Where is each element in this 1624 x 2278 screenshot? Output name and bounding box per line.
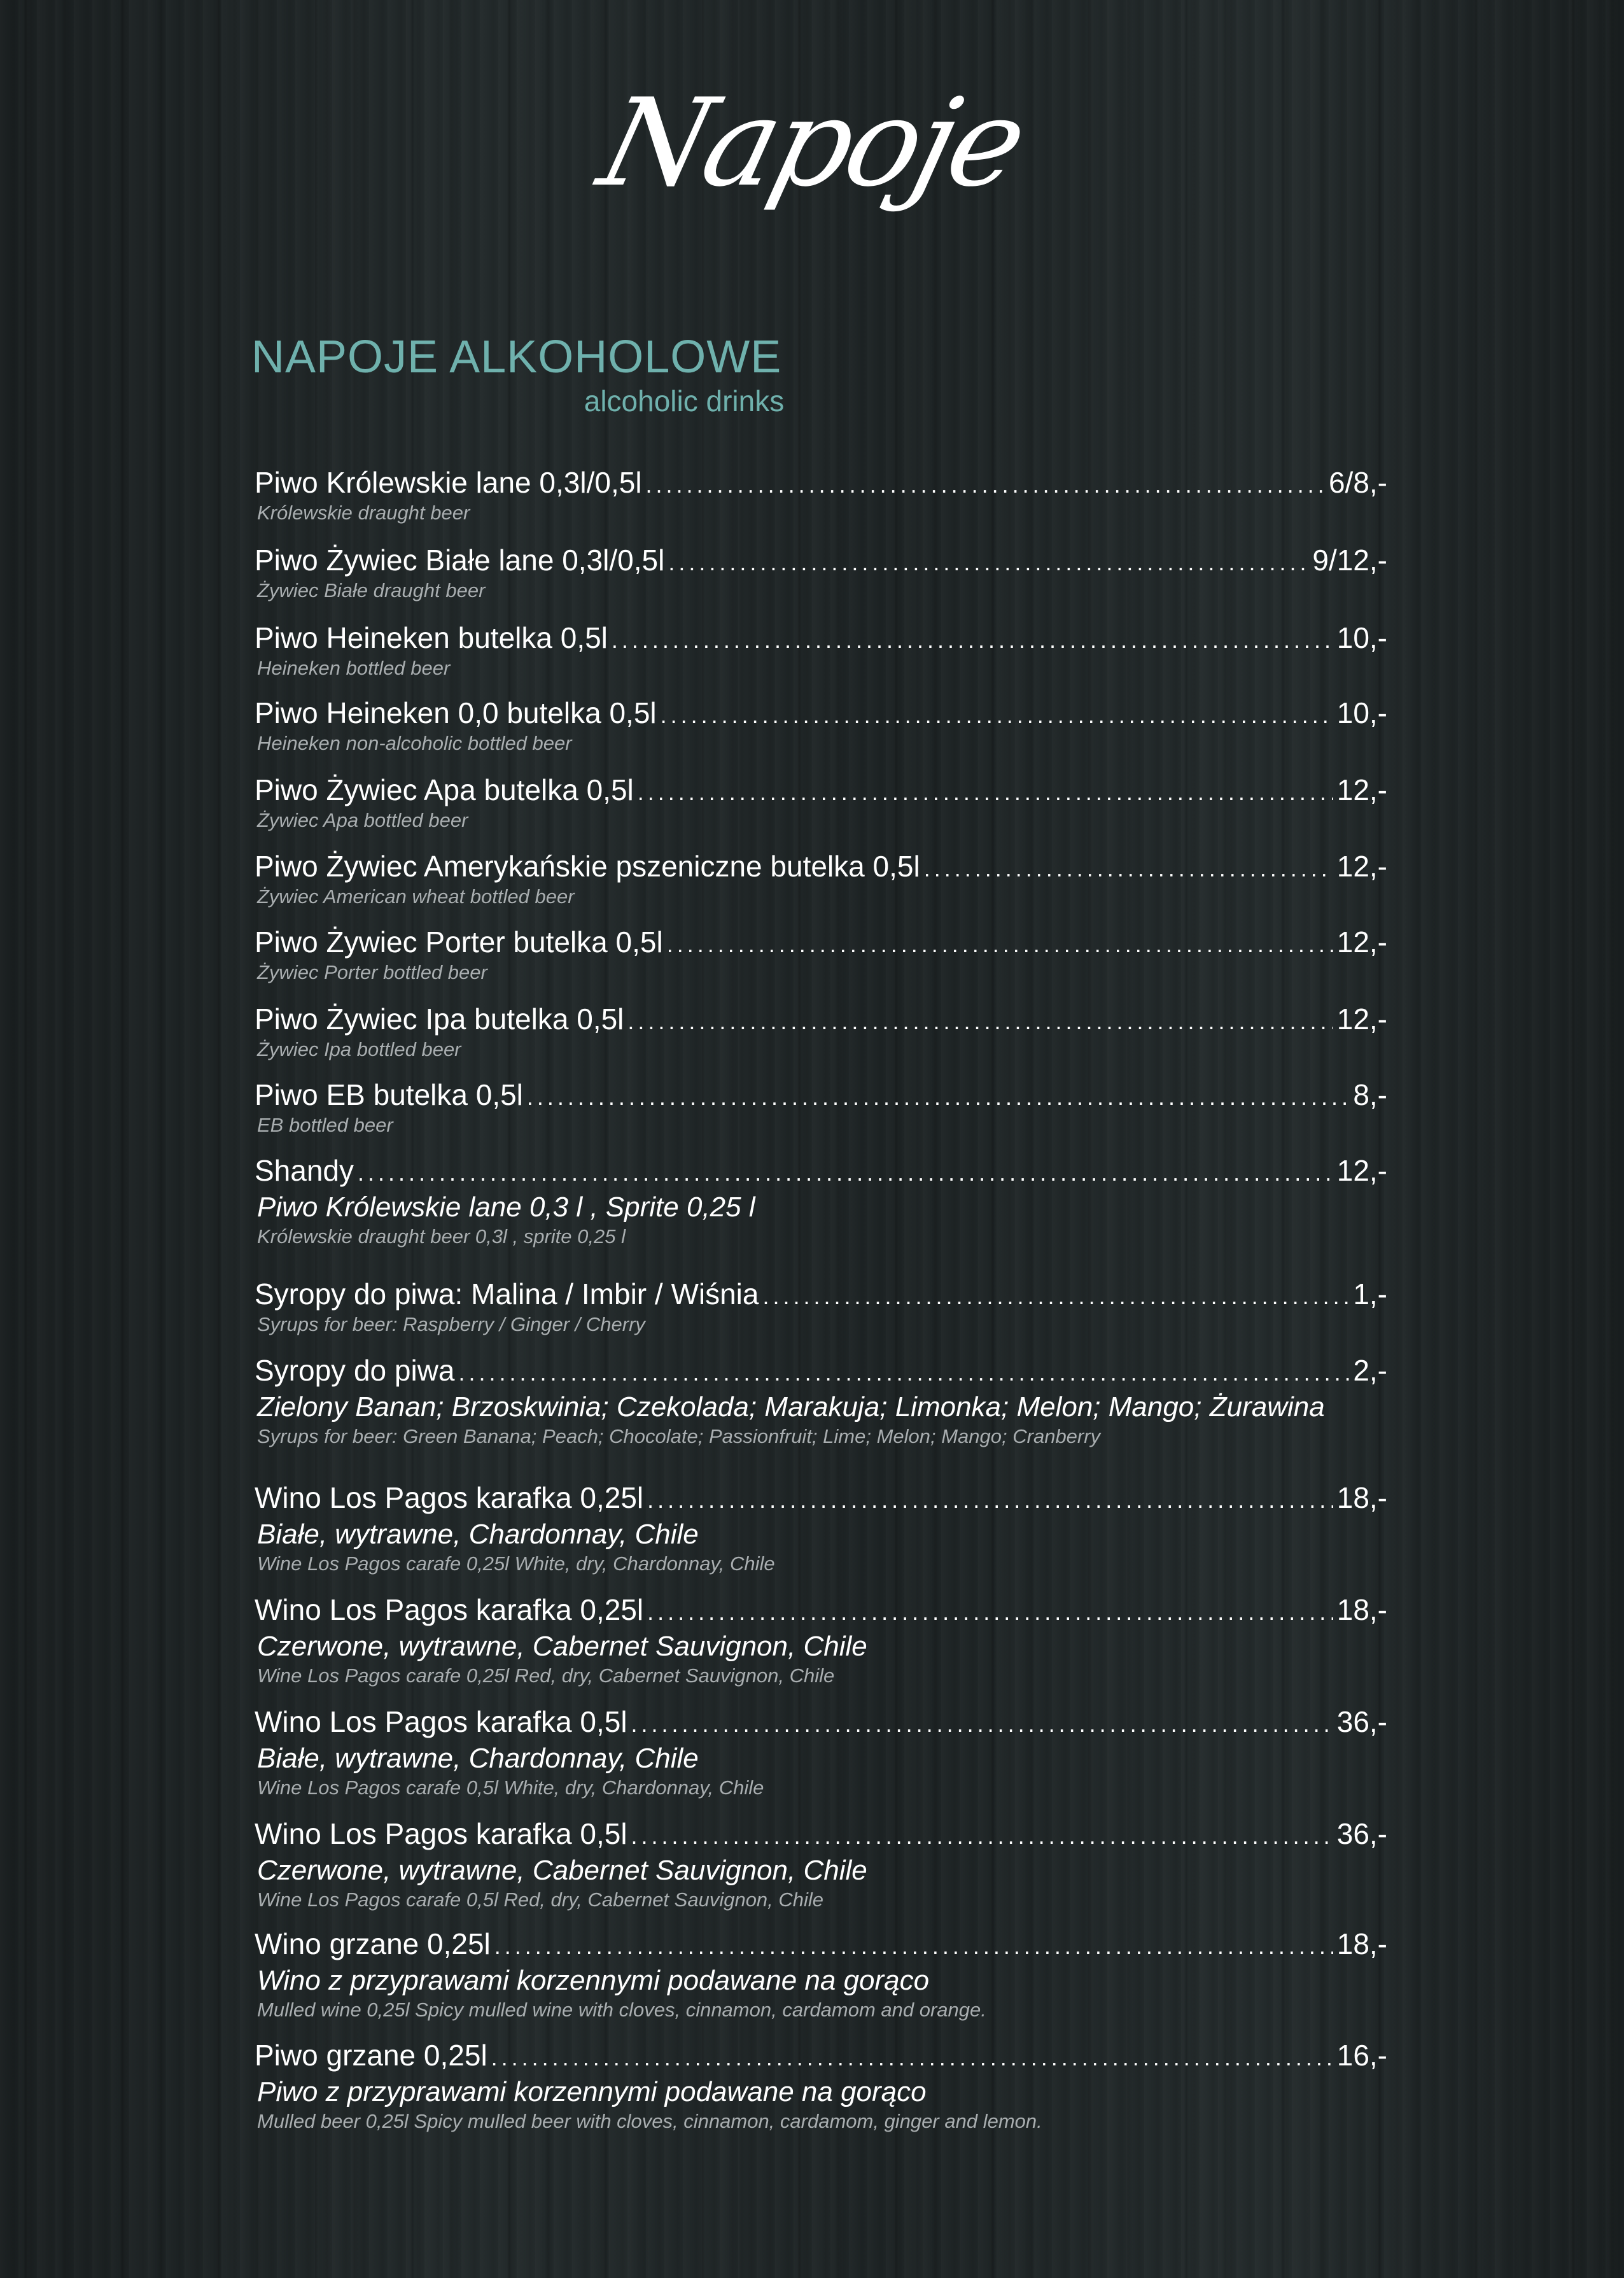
- item-price: 16,-: [1336, 2039, 1387, 2072]
- item-english: Mulled beer 0,25l Spicy mulled beer with cloves, cinnamon, cardamom, ginger and lemon.: [257, 2110, 1042, 2132]
- item-name: Piwo Heineken 0,0 butelka 0,5l: [255, 696, 657, 729]
- item-english: Wine Los Pagos carafe 0,25l White, dry, Chardonnay, Chile: [257, 1552, 775, 1575]
- item-name: Piwo Żywiec Apa butelka 0,5l: [255, 773, 634, 806]
- item-price: 9/12,-: [1312, 544, 1387, 577]
- item-english: Królewskie draught beer 0,3l , sprite 0,25 l: [257, 1225, 626, 1248]
- menu-item: [255, 923, 1387, 984]
- dot-leader: [763, 1277, 1350, 1316]
- menu-item: [255, 771, 1387, 832]
- item-description: Czerwone, wytrawne, Cabernet Sauvignon, Chile: [257, 1631, 867, 1662]
- dot-leader: [638, 773, 1333, 812]
- dot-leader: [647, 1593, 1333, 1631]
- item-description: Zielony Banan; Brzoskwinia; Czekolada; Marakuja; Limonka; Melon; Mango; Żurawina: [257, 1391, 1325, 1423]
- item-name: Wino grzane 0,25l: [255, 1927, 491, 1960]
- item-price: 36,-: [1336, 1817, 1387, 1850]
- item-price: 2,-: [1353, 1354, 1387, 1387]
- item-price: 10,-: [1336, 621, 1387, 654]
- dot-leader: [527, 1078, 1349, 1116]
- item-name: Piwo Żywiec Białe lane 0,3l/0,5l: [255, 544, 665, 577]
- dot-leader: [491, 2039, 1333, 2077]
- item-price: 1,-: [1353, 1277, 1387, 1311]
- dot-leader: [661, 696, 1333, 735]
- menu-item: [255, 541, 1387, 602]
- menu-item: [255, 1076, 1387, 1137]
- menu-item: [255, 1479, 1387, 1575]
- dot-leader: [667, 925, 1333, 964]
- item-price: 10,-: [1336, 696, 1387, 729]
- menu-item: [255, 1000, 1387, 1061]
- item-english: Żywiec Apa bottled beer: [257, 809, 468, 831]
- menu-item: [255, 1815, 1387, 1911]
- item-english: Królewskie draught beer: [257, 502, 470, 524]
- item-name: Wino Los Pagos karafka 0,25l: [255, 1593, 644, 1626]
- item-description: Białe, wytrawne, Chardonnay, Chile: [257, 1743, 699, 1774]
- item-price: 18,-: [1336, 1481, 1387, 1514]
- dot-leader: [631, 1817, 1333, 1855]
- dot-leader: [612, 621, 1333, 659]
- item-english: Syrups for beer: Green Banana; Peach; Chocolate; Passionfruit; Lime; Melon; Mango; Cranberry: [257, 1425, 1101, 1447]
- item-name: Piwo Królewskie lane 0,3l/0,5l: [255, 466, 642, 499]
- dot-leader: [358, 1154, 1333, 1192]
- item-name: Piwo Żywiec Amerykańskie pszeniczne butelka 0,5l: [255, 850, 920, 883]
- item-english: Wine Los Pagos carafe 0,5l White, dry, Chardonnay, Chile: [257, 1776, 764, 1799]
- item-price: 12,-: [1336, 850, 1387, 883]
- menu-item: [255, 1703, 1387, 1799]
- item-price: 8,-: [1353, 1078, 1387, 1111]
- item-english: Żywiec American wheat bottled beer: [257, 885, 575, 908]
- item-price: 36,-: [1336, 1705, 1387, 1738]
- item-description: Piwo z przyprawami korzennymi podawane na gorąco: [257, 2076, 927, 2107]
- item-price: 12,-: [1336, 925, 1387, 959]
- item-english: Heineken non-alcoholic bottled beer: [257, 732, 572, 754]
- item-name: Piwo grzane 0,25l: [255, 2039, 487, 2072]
- item-price: 18,-: [1336, 1593, 1387, 1626]
- menu-item: [255, 1351, 1387, 1448]
- menu-item: [255, 463, 1387, 524]
- item-description: Piwo Królewskie lane 0,3 l , Sprite 0,25 l: [257, 1192, 755, 1223]
- item-description: Białe, wytrawne, Chardonnay, Chile: [257, 1519, 699, 1550]
- item-name: Syropy do piwa: Malina / Imbir / Wiśnia: [255, 1277, 759, 1311]
- item-price: 6/8,-: [1328, 466, 1387, 499]
- item-name: Wino Los Pagos karafka 0,25l: [255, 1481, 644, 1514]
- menu-item: [255, 847, 1387, 908]
- item-name: Piwo EB butelka 0,5l: [255, 1078, 523, 1111]
- dot-leader: [627, 1002, 1333, 1041]
- item-price: 18,-: [1336, 1927, 1387, 1960]
- item-english: Wine Los Pagos carafe 0,25l Red, dry, Cabernet Sauvignon, Chile: [257, 1664, 835, 1687]
- dot-leader: [631, 1705, 1333, 1743]
- item-english: EB bottled beer: [257, 1114, 393, 1136]
- dot-leader: [668, 544, 1308, 582]
- item-english: Heineken bottled beer: [257, 657, 451, 679]
- item-english: Syrups for beer: Raspberry / Ginger / Cherry: [257, 1313, 645, 1335]
- menu-item: [255, 1151, 1387, 1248]
- item-english: Żywiec Białe draught beer: [257, 579, 486, 601]
- menu-item: [255, 1925, 1387, 2021]
- item-english: Wine Los Pagos carafe 0,5l Red, dry, Cabernet Sauvignon, Chile: [257, 1888, 824, 1911]
- item-price: 12,-: [1336, 1002, 1387, 1036]
- item-name: Shandy: [255, 1154, 354, 1187]
- menu-item: [255, 619, 1387, 680]
- item-name: Piwo Żywiec Porter butelka 0,5l: [255, 925, 663, 959]
- section-subtitle: alcoholic drinks: [584, 384, 785, 418]
- menu-item: [255, 2036, 1387, 2133]
- page-title: Napoje: [587, 73, 1037, 213]
- item-price: 12,-: [1336, 773, 1387, 806]
- dot-leader: [647, 1481, 1333, 1519]
- menu-item: [255, 694, 1387, 755]
- item-english: Mulled wine 0,25l Spicy mulled wine with cloves, cinnamon, cardamom and orange.: [257, 1999, 986, 2021]
- section-title: NAPOJE ALKOHOLOWE: [251, 332, 782, 383]
- item-name: Piwo Heineken butelka 0,5l: [255, 621, 608, 654]
- item-description: Czerwone, wytrawne, Cabernet Sauvignon, Chile: [257, 1855, 867, 1886]
- item-name: Wino Los Pagos karafka 0,5l: [255, 1705, 627, 1738]
- item-name: Syropy do piwa: [255, 1354, 455, 1387]
- dot-leader: [646, 466, 1325, 504]
- item-english: Żywiec Ipa bottled beer: [257, 1038, 461, 1060]
- dot-leader: [459, 1354, 1350, 1392]
- item-price: 12,-: [1336, 1154, 1387, 1187]
- dot-leader: [494, 1927, 1333, 1965]
- dot-leader: [924, 850, 1333, 888]
- item-name: Piwo Żywiec Ipa butelka 0,5l: [255, 1002, 624, 1036]
- menu-item: [255, 1591, 1387, 1687]
- menu-item: [255, 1275, 1387, 1336]
- item-name: Wino Los Pagos karafka 0,5l: [255, 1817, 627, 1850]
- item-english: Żywiec Porter bottled beer: [257, 961, 487, 983]
- item-description: Wino z przyprawami korzennymi podawane na gorąco: [257, 1965, 930, 1996]
